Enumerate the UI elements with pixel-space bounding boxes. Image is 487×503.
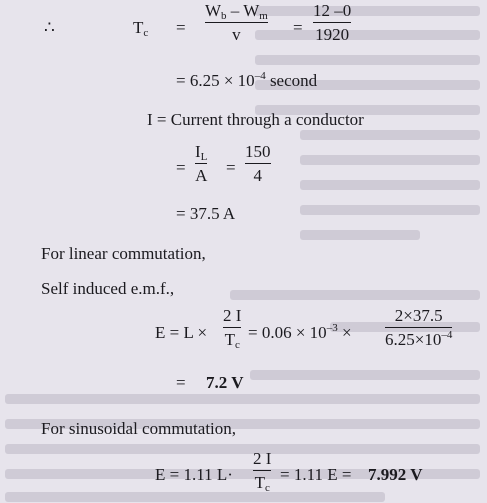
emf-sinusoidal-result: 7.992 V [368, 465, 423, 484]
emf-substitution: = $0.06 \times 10^{-3}$ × [248, 322, 352, 342]
linear-commutation-heading: For linear commutation, [41, 244, 206, 263]
current-result: = 37.5 A [176, 204, 236, 223]
fraction-numerator: 2 I [253, 449, 272, 468]
fraction-denominator: 1920 [315, 25, 350, 44]
emf-linear-result: 7.2 V [206, 373, 244, 392]
current-definition: I = Current through a conductor [147, 110, 364, 129]
fraction-denominator: $T_c$ [254, 473, 270, 494]
equals-sign: = [176, 158, 186, 177]
fraction-numerator: $W_b - W_m$ [205, 1, 268, 22]
fraction-numerator: 150 [245, 142, 271, 161]
equals-sign: = [293, 18, 303, 37]
tc-symbol: $T_c$ [133, 18, 149, 39]
fraction-denominator: $6.25\times 10^{-4}$ [385, 329, 453, 349]
fraction-numerator: 12 –0 [313, 1, 352, 20]
self-induced-emf-label: Self induced e.m.f., [41, 279, 175, 298]
emf-lhs: E = L × [155, 323, 208, 342]
fraction-12-over-1920 [313, 2, 351, 43]
fraction-denominator: A [195, 166, 208, 185]
therefore-symbol: ∴ [44, 18, 55, 37]
fraction-denominator: 4 [253, 166, 262, 185]
sinusoidal-commutation-heading: For sinusoidal commutation, [41, 419, 237, 438]
fraction-denominator: $T_c$ [224, 330, 240, 351]
fraction-il-over-a [195, 143, 207, 184]
equals-sign: = [176, 18, 186, 37]
emf-sinusoidal-lhs: E = 1.11 L· [155, 465, 233, 484]
fraction-2x37.5-over-6.25e-4 [385, 307, 452, 348]
fraction-numerator: $I_L$ [195, 142, 208, 163]
fraction-2i-over-tc-sinusoidal [253, 449, 272, 494]
emf-sinusoidal-mid: = 1.11 E = [280, 465, 352, 484]
tc-result: = $6.25 \times 10^{-4}$ second [176, 70, 318, 90]
equals-sign: = [226, 158, 236, 177]
fraction-numerator: 2×37.5 [394, 306, 443, 325]
fraction-numerator: 2 I [223, 306, 242, 325]
fraction-wb-wm-over-v [205, 2, 268, 43]
fraction-denominator: v [232, 25, 241, 44]
fraction-2i-over-tc [223, 306, 242, 351]
equals-sign: = [176, 373, 186, 392]
fraction-150-over-4 [245, 143, 271, 184]
